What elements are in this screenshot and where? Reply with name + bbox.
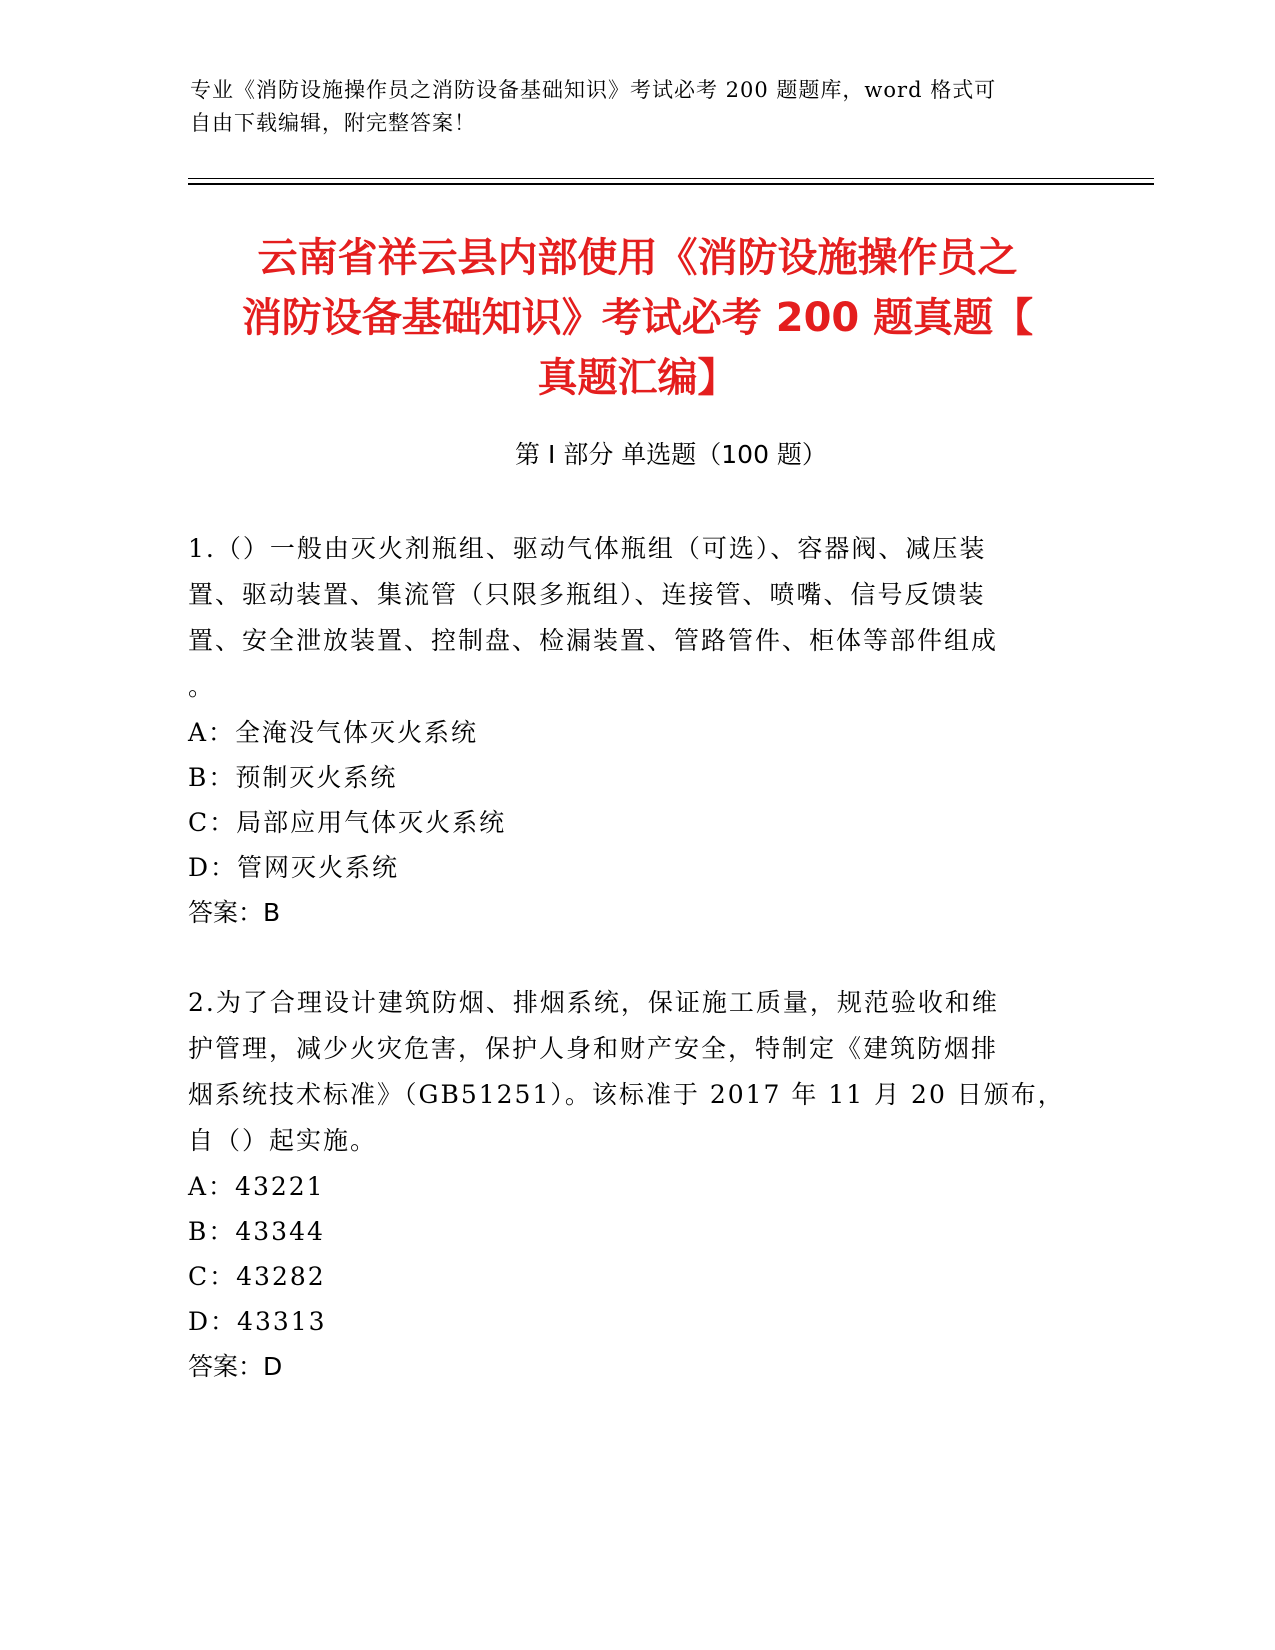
option-d: D：43313 [188, 1307, 327, 1336]
document-title [150, 228, 1125, 408]
question-text-line: 护管理，减少火灾危害，保护人身和财产安全，特制定《建筑防烟排 [188, 1034, 999, 1063]
question-text-line: 自（）起实施。 [188, 1126, 378, 1155]
answer: 答案：B [188, 898, 281, 927]
option-a: A：43221 [188, 1172, 325, 1201]
section-heading: 第 I 部分 单选题（100 题） [515, 440, 827, 469]
question-text-line: 。 [188, 672, 216, 701]
question-text-line: 置、安全泄放装置、控制盘、检漏装置、管路管件、柜体等部件组成 [188, 626, 999, 655]
title-line: 云南省祥云县内部使用《消防设施操作员之 [257, 235, 1018, 281]
answer: 答案：D [188, 1352, 283, 1381]
title-line: 真题汇编】 [537, 355, 738, 401]
header-divider [188, 178, 1154, 179]
option-c: C：局部应用气体灭火系统 [188, 808, 507, 837]
question-text-line: 置、驱动装置、集流管（只限多瓶组）、连接管、喷嘴、信号反馈装 [188, 580, 986, 609]
option-a: A：全淹没气体灭火系统 [188, 718, 479, 747]
question-text-line: 烟系统技术标准》（GB51251）。该标准于 2017 年 11 月 20 日颁布， [188, 1080, 1065, 1109]
header-note [190, 74, 1070, 140]
question-text-line: 1.（）一般由灭火剂瓶组、驱动气体瓶组（可选）、容器阀、减压装 [188, 534, 987, 563]
question-1 [188, 526, 1088, 936]
option-b: B：预制灭火系统 [188, 763, 398, 792]
option-d: D：管网灭火系统 [188, 853, 400, 882]
question-text-line: 2.为了合理设计建筑防烟、排烟系统，保证施工质量，规范验收和维 [188, 988, 999, 1017]
header-note-line: 专业《消防设施操作员之消防设备基础知识》考试必考 200 题题库，word 格式可 [190, 78, 997, 102]
option-c: C：43282 [188, 1262, 326, 1291]
header-note-line: 自由下载编辑，附完整答案！ [190, 111, 476, 135]
question-2 [188, 980, 1088, 1390]
title-line: 消防设备基础知识》考试必考 200 题真题【 [241, 295, 1034, 341]
option-b: B：43344 [188, 1217, 325, 1246]
header-divider [188, 183, 1154, 185]
